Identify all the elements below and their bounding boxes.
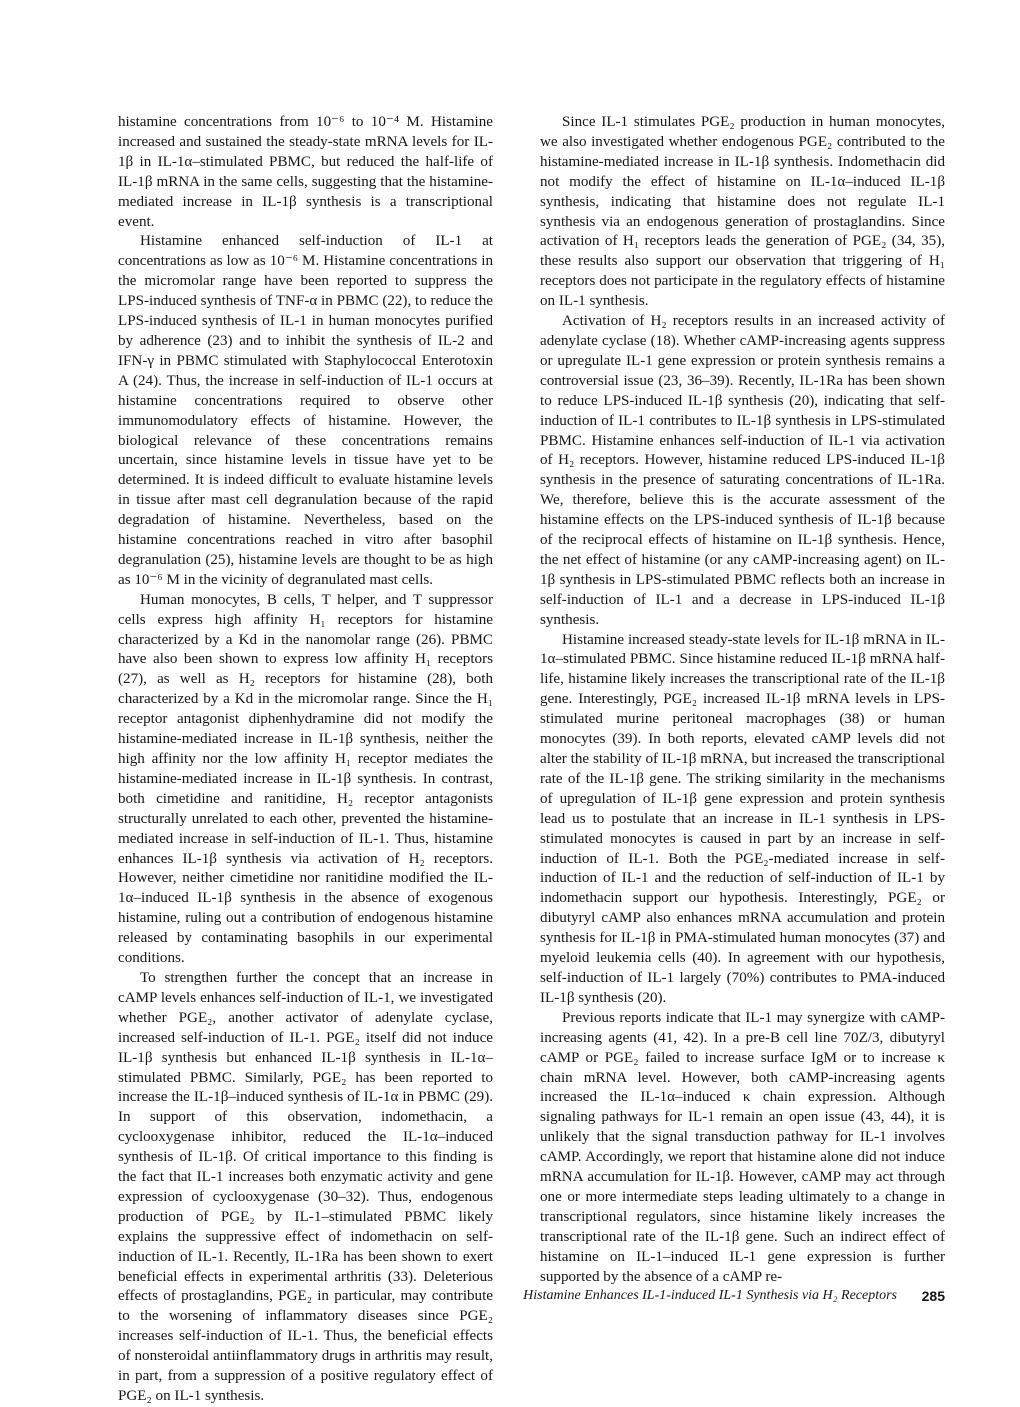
running-title: Histamine Enhances IL-1-induced IL-1 Synthesis via H₂ Receptors bbox=[523, 1288, 897, 1303]
paragraph: Previous reports indicate that IL-1 may synergize with cAMP-increasing agents (41, 42). In a pre-B cell line 70Z/3, dibutyryl cAMP or PGE₂ failed to increase surface IgM or to increase κ chain mRNA level. However, both cAMP-increasing agents increased the IL-1α–induced κ chain expression. Although signaling pathways for IL-1 remain an open issue (43, 44), it is unlikely that the signal transduction pathway for IL-1 involves cAMP. Accordingly, we report that histamine alone did not induce mRNA accumulation for IL-1β. However, cAMP may act through one or more intermediate steps leading ultimately to a change in transcriptional regulators, since histamine likely increases the transcriptional rate of the IL-1β gene. Such an indirect effect of histamine on IL-1–induced IL-1 gene expression is further supported by the absence of a cAMP re- bbox=[540, 1009, 945, 1285]
paragraph: histamine concentrations from 10⁻⁶ to 10⁻⁴ M. Histamine increased and sustained the steady-state mRNA levels for IL-1β in IL-1α–stimulated PBMC, but reduced the half-life of IL-1β mRNA in the same cells, suggesting that the histamine-mediated increase in IL-1β synthesis is a transcriptional event. bbox=[118, 114, 493, 230]
page-number: 285 bbox=[921, 1288, 945, 1304]
paragraph: Activation of H₂ receptors results in an increased activity of adenylate cyclase (18). Whether cAMP-increasing agents suppress or upregulate IL-1 gene expression or protein synthesis remains a controversial issue (23, 36–39). Recently, IL-1Ra has been shown to reduce LPS-induced IL-1β synthesis (20), indicating that self-induction of IL-1 contributes to IL-1β synthesis in LPS-stimulated PBMC. Histamine enhances self-induction of IL-1 via activation of H₂ receptors. However, histamine reduced LPS-induced IL-1β synthesis in the presence of saturating concentrations of IL-1Ra. We, therefore, believe this is the accurate assessment of the histamine effects on the LPS-induced synthesis of IL-1β because of the reciprocal effects of histamine on IL-1β synthesis. Hence, the net effect of histamine (or any cAMP-increasing agent) on IL-1β synthesis in LPS-stimulated PBMC reflects both an increase in self-induction of IL-1 and a decrease in LPS-induced IL-1β synthesis. bbox=[540, 313, 945, 628]
paragraph: Human monocytes, B cells, T helper, and T suppressor cells express high affinity H₁ receptors for histamine characterized by a Kd in the nanomolar range (26). PBMC have also been shown to express low affinity H₁ receptors (27), as well as H₂ receptors for histamine (28), both characterized by a Kd in the micromolar range. Since the H₁ receptor antagonist diphenhydramine did not modify the histamine-mediated increase in IL-1β synthesis, neither the high affinity nor the low affinity H₁ receptor mediates the histamine-mediated increase in IL-1β synthesis. In contrast, both cimetidine and ranitidine, H₂ receptor antagonists structurally unrelated to each other, prevented the histamine-mediated increase in self-induction of IL-1. Thus, histamine enhances IL-1β synthesis via activation of H₂ receptors. However, neither cimetidine nor ranitidine modified the IL-1α–induced IL-1β synthesis in the absence of exogenous histamine, ruling out a contribution of endogenous histamine released by contaminating basophils in our experimental conditions. bbox=[118, 591, 493, 967]
paragraph: Histamine enhanced self-induction of IL-1 at concentrations as low as 10⁻⁶ M. Histamine concentrations in the micromolar range have been reported to suppress the LPS-induced synthesis of TNF-α in PBMC (22), to reduce the LPS-induced synthesis of IL-1 in human monocytes purified by adherence (23) and to inhibit the synthesis of IL-2 and IFN-γ in PBMC stimulated with Staphylococcal Enterotoxin A (24). Thus, the increase in self-induction of IL-1 occurs at histamine concentrations required to observe other immunomodulatory effects of histamine. However, the biological relevance of these concentrations remains uncertain, since histamine levels in tissue have yet to be determined. It is indeed difficult to evaluate histamine levels in tissue after mast cell degranulation because of the rapid degradation of histamine. Nevertheless, based on the histamine concentrations reached in vitro after basophil degranulation (25), histamine levels are thought to be as high as 10⁻⁶ M in the vicinity of degranulated mast cells. bbox=[118, 233, 493, 588]
right-column bbox=[540, 113, 945, 1287]
left-column bbox=[118, 113, 493, 1407]
paragraph: Histamine increased steady-state levels for IL-1β mRNA in IL-1α–stimulated PBMC. Since histamine reduced IL-1β mRNA half-life, histamine likely increases the transcriptional rate of the IL-1β gene. Interestingly, PGE₂ increased IL-1β mRNA levels in LPS-stimulated murine peritoneal macrophages (38) or human monocytes (39). In both reports, elevated cAMP levels did not alter the stability of IL-1β mRNA, but increased the transcriptional rate of the IL-1β gene. The striking similarity in the mechanisms of upregulation of IL-1β gene expression and protein synthesis lead us to postulate that an increase in IL-1 synthesis in LPS-stimulated monocytes is caused in part by an increase in self-induction of IL-1. Both the PGE₂-mediated increase in self-induction of IL-1 and the reduction of self-induction of IL-1 by indomethacin support our hypothesis. Interestingly, PGE₂ or dibutyryl cAMP also enhances mRNA accumulation and protein synthesis for IL-1β in PMA-stimulated human monocytes (37) and myeloid leukemia cells (40). In agreement with our hypothesis, self-induction of IL-1 largely (70%) contributes to PMA-induced IL-1β synthesis (20). bbox=[540, 631, 945, 1006]
paragraph: Since IL-1 stimulates PGE₂ production in human monocytes, we also investigated whether endogenous PGE₂ contributed to the histamine-mediated increase in IL-1β synthesis. Indomethacin did not modify the effect of histamine on IL-1α–induced IL-1β synthesis, indicating that histamine does not regulate IL-1 synthesis via an endogenous generation of prostaglandins. Since activation of H₁ receptors leads the generation of PGE₂ (34, 35), these results also support our observation that triggering of H₁ receptors does not participate in the regulatory effects of histamine on IL-1 synthesis. bbox=[540, 114, 945, 310]
paragraph: To strengthen further the concept that an increase in cAMP levels enhances self-induction of IL-1, we investigated whether PGE₂, another activator of adenylate cyclase, increased self-induction of IL-1. PGE₂ itself did not induce IL-1β synthesis but enhanced IL-1β synthesis in IL-1α–stimulated PBMC. Similarly, PGE₂ has been reported to increase the IL-1β–induced synthesis of IL-1α in PBMC (29). In support of this observation, indomethacin, a cyclooxygenase inhibitor, reduced the IL-1α–induced synthesis of IL-1β. Of critical importance to this finding is the fact that IL-1 increases both enzymatic activity and gene expression of cyclooxygenase (30–32). Thus, endogenous production of PGE₂ by IL-1–stimulated PBMC likely explains the suppressive effect of indomethacin on self-induction of IL-1. Recently, IL-1Ra has been shown to exert beneficial effects in experimental arthritis (33). Deleterious effects of prostaglandins, PGE₂ in particular, may contribute to the worsening of inflammatory diseases since PGE₂ increases self-induction of IL-1. Thus, the beneficial effects of nonsteroidal antiinflammatory drugs in arthritis may result, in part, from a suppression of a positive regulatory effect of PGE₂ on IL-1 synthesis. bbox=[118, 969, 493, 1404]
